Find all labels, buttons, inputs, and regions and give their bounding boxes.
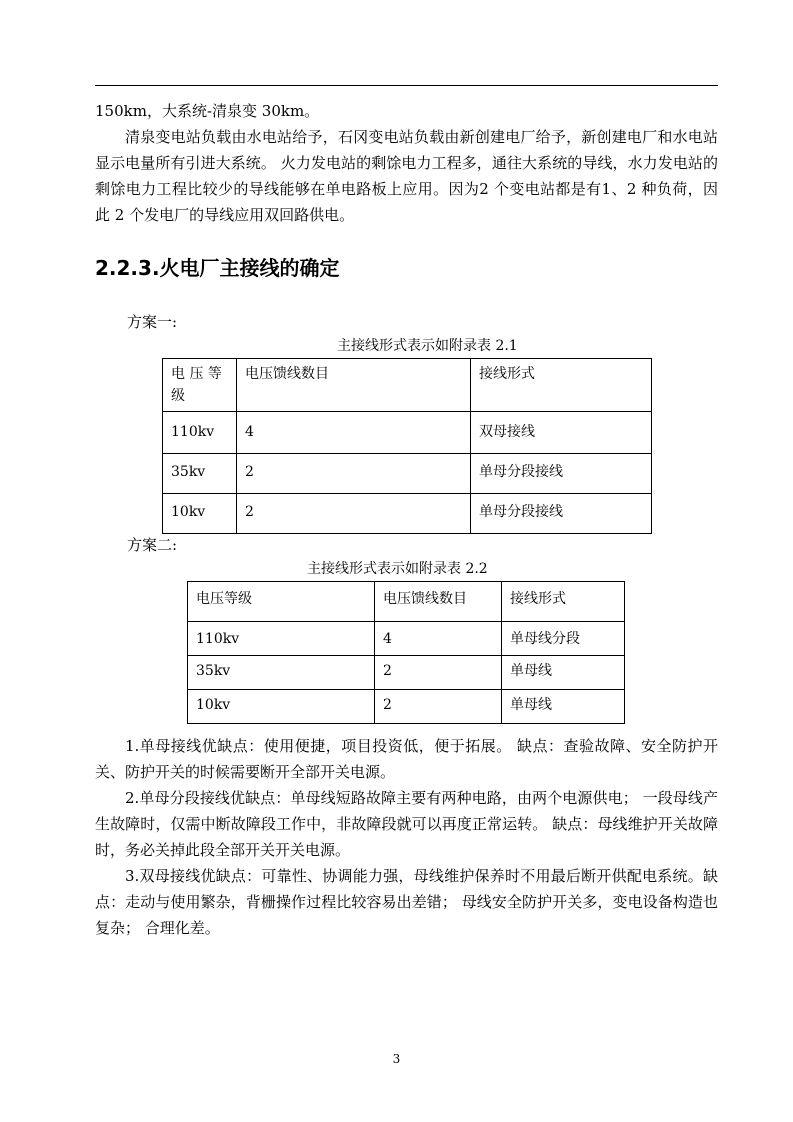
table-cell: 2: [375, 690, 502, 724]
table-cell: 单母分段接线: [471, 494, 652, 534]
table-header-row: [163, 359, 652, 412]
page-number: 3: [392, 1052, 401, 1066]
table1: [162, 358, 652, 534]
table-header-cell: 电压馈线数目: [375, 582, 502, 622]
table-row: [163, 412, 652, 454]
table-header-cell: 电 压 等级: [163, 359, 237, 412]
table-cell: 单母线分段: [502, 622, 625, 656]
table-cell: 4: [375, 622, 502, 656]
paragraph-load-supply: 清泉变电站负载由水电站给予，石冈变电站负载由新创建电厂给予，新创建电厂和水电站显示电量所有引进大系统。 火力发电站的剩馀电力工程多，通往大系统的导线，水力发电站的剩馀电力工程比较少的导线能够在单电路板上应用。因为2 个变电站都是有1、2 种负荷，因此 2 个发电厂的导线应用双回路供电。: [95, 128, 718, 224]
table-header-cell: 接线形式: [471, 359, 652, 412]
table-header-cell: 接线形式: [502, 582, 625, 622]
table2-caption: 主接线形式表示如附录表 2.2: [307, 561, 488, 577]
list-item: 1.单母接线优缺点：使用便捷，项目投资低，便于拓展。 缺点：查验故障、安全防护开关、防护开关的时候需要断开全部开关电源。: [95, 737, 718, 781]
table-cell: 2: [237, 454, 471, 494]
header-rule: [95, 85, 718, 86]
section-heading: 2.2.3.火电厂主接线的确定: [95, 256, 340, 280]
table-row: [188, 690, 625, 724]
list-item: 3.双母接线优缺点：可靠性、协调能力强，母线维护保养时不用最后断开供配电系统。缺点：走动与使用繁杂，背栅操作过程比较容易出差错； 母线安全防护开关多，变电设备构造也复杂； 合理化差。: [95, 867, 718, 937]
table-cell: 2: [237, 494, 471, 534]
table1-caption: 主接线形式表示如附录表 2.1: [337, 338, 518, 354]
table-header-row: [188, 582, 625, 622]
table-cell: 110kv: [188, 622, 375, 656]
pros-cons-list: [95, 733, 718, 941]
table-row: [163, 454, 652, 494]
paragraph-distance: 150km，大系统-清泉变 30km。: [95, 102, 320, 120]
list-item: 2.单母分段接线优缺点：单母线短路故障主要有两种电路，由两个电源供电； 一段母线产生故障时，仅需中断故障段工作中，非故障段就可以再度正常运转。 缺点：母线维护开关故障时，务必关掉此段全部开关开关电源。: [95, 789, 718, 859]
table-cell: 110kv: [163, 412, 237, 454]
table-cell: 4: [237, 412, 471, 454]
table-header-cell: 电压等级: [188, 582, 375, 622]
table2: [187, 581, 625, 724]
table-row: [163, 494, 652, 534]
table-cell: 双母接线: [471, 412, 652, 454]
plan1-label: 方案一:: [127, 313, 178, 331]
table-cell: 2: [375, 656, 502, 690]
table-cell: 35kv: [163, 454, 237, 494]
plan2-label: 方案二:: [127, 536, 178, 554]
table-cell: 10kv: [163, 494, 237, 534]
table-cell: 单母分段接线: [471, 454, 652, 494]
table-row: [188, 622, 625, 656]
table-header-cell: 电压馈线数目: [237, 359, 471, 412]
table-row: [188, 656, 625, 690]
table-cell: 单母线: [502, 656, 625, 690]
table-cell: 单母线: [502, 690, 625, 724]
table-cell: 35kv: [188, 656, 375, 690]
table-cell: 10kv: [188, 690, 375, 724]
